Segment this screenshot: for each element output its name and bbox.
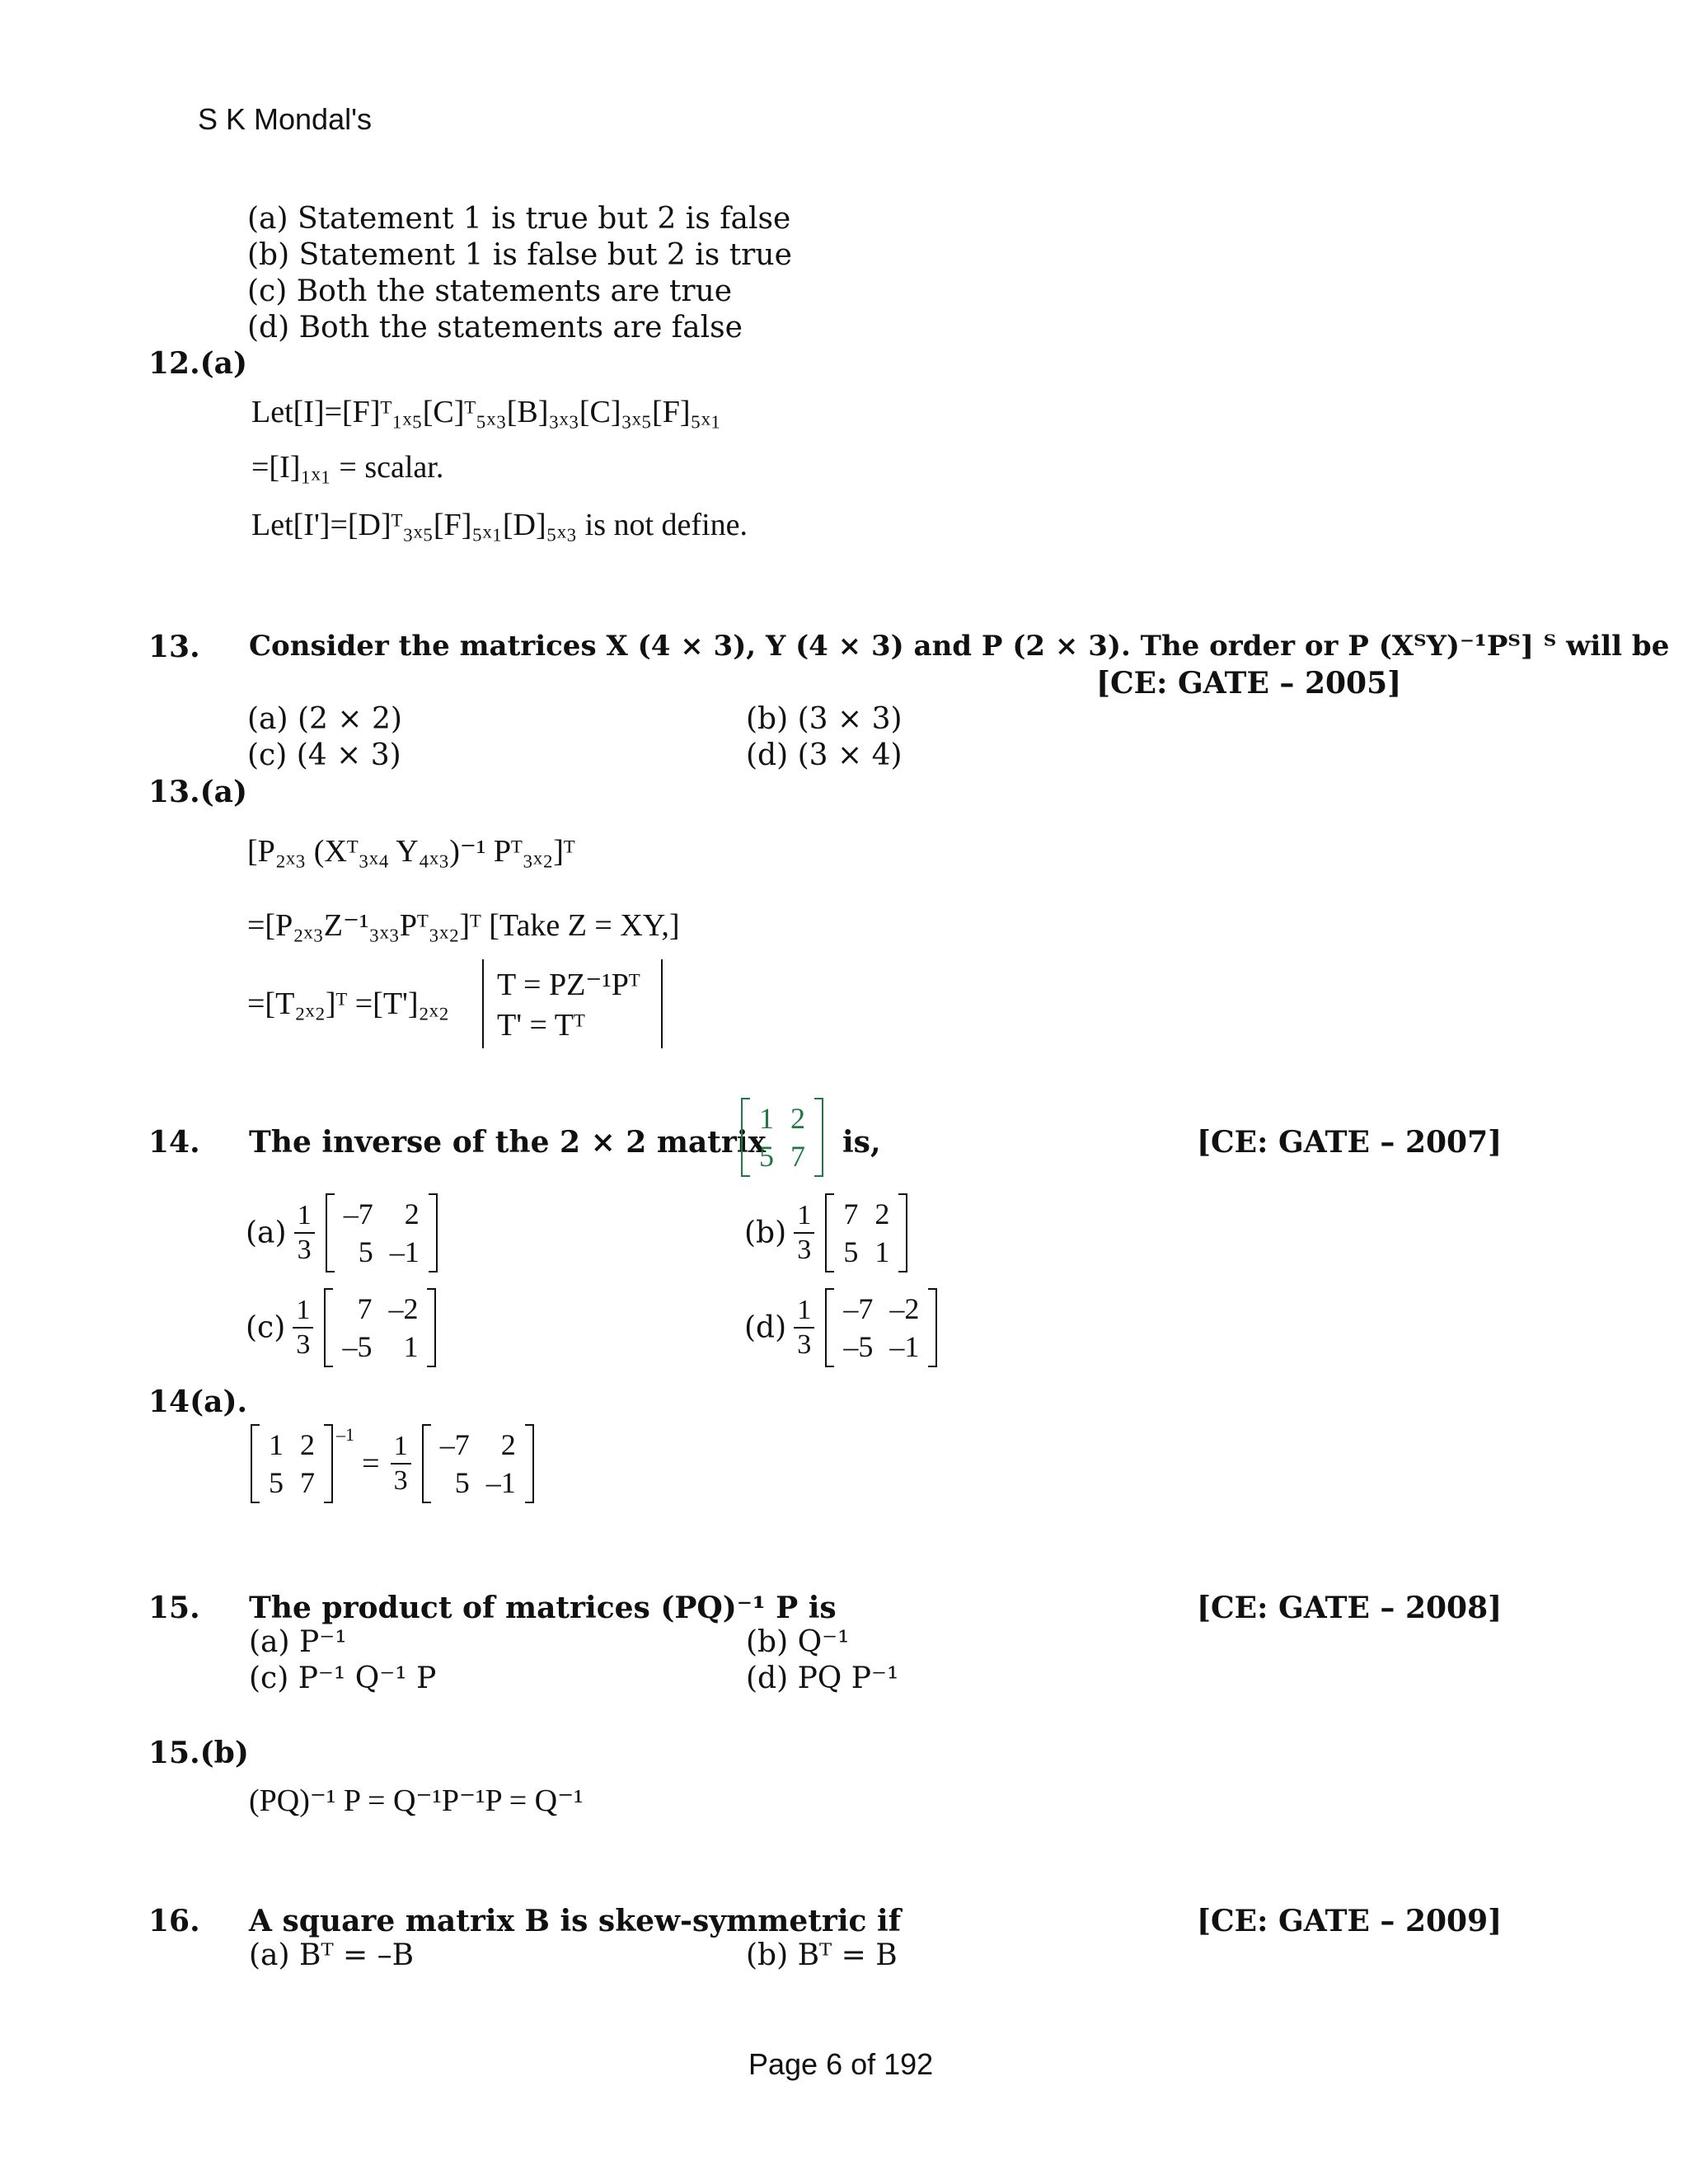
q14-number: 14. bbox=[148, 1125, 200, 1160]
q14-option-b[interactable]: (b) $\frac{1}{3}$ 7 2 5 1 bbox=[744, 1193, 911, 1272]
a12-line1: Let[I]=[F]ᵀ₁ₓ₅[C]ᵀ₅ₓ₃[B]₃ₓ₃[C]₃ₓ₅[F]₅ₓ₁ bbox=[251, 395, 721, 429]
a12-label: 12.(a) bbox=[148, 346, 248, 381]
a14-label: 14(a). bbox=[148, 1385, 248, 1419]
a14-equals: = bbox=[362, 1446, 380, 1481]
q14-matrix-cell: 5 bbox=[759, 1140, 774, 1173]
option-label: (a) bbox=[246, 1216, 287, 1250]
option-label: (d) bbox=[744, 1310, 787, 1345]
q11-options bbox=[247, 201, 792, 346]
q14-matrix bbox=[738, 1098, 827, 1177]
fraction: $\frac{1}{3}$ bbox=[293, 1294, 313, 1361]
a13-label: 13.(a) bbox=[148, 775, 248, 809]
q15-option-b[interactable]: (b) Q⁻¹ bbox=[746, 1625, 850, 1659]
q16-text: A square matrix B is skew-symmetric if bbox=[249, 1904, 902, 1938]
a15-label: 15.(b) bbox=[148, 1736, 249, 1770]
q14-text: The inverse of the 2 × 2 matrix bbox=[249, 1125, 767, 1160]
a15-line: (PQ)⁻¹ P = Q⁻¹P⁻¹P = Q⁻¹ bbox=[249, 1783, 584, 1818]
a13-line3b: T = PZ⁻¹Pᵀ bbox=[497, 968, 640, 1002]
q13-number: 13. bbox=[148, 630, 200, 664]
q14-option-a[interactable]: (a) $\frac{1}{3}$ –7 2 5 –1 bbox=[246, 1193, 441, 1272]
q11-option-a[interactable]: (a) Statement 1 is true but 2 is false bbox=[247, 202, 791, 236]
option-label: (b) bbox=[744, 1216, 787, 1250]
q14-source: [CE: GATE – 2007] bbox=[1197, 1125, 1503, 1160]
a14-exponent: –1 bbox=[336, 1424, 354, 1445]
fraction: $\frac{1}{3}$ bbox=[794, 1294, 814, 1361]
q11-option-d[interactable]: (d) Both the statements are false bbox=[247, 311, 743, 344]
a13-line2: =[P₂ₓ₃Z⁻¹₃ₓ₃Pᵀ₃ₓ₂]ᵀ [Take Z = XY,] bbox=[247, 908, 680, 943]
q11-option-c[interactable]: (c) Both the statements are true bbox=[247, 274, 733, 308]
a14-equation: 1 2 5 7 $^{-1}$ = $\frac{1}{3}$ –7 2 5 –1 bbox=[247, 1424, 537, 1503]
q11-option-b[interactable]: (b) Statement 1 is false but 2 is true bbox=[247, 238, 792, 272]
q15-source: [CE: GATE – 2008] bbox=[1197, 1591, 1503, 1625]
q16-number: 16. bbox=[148, 1904, 200, 1938]
header-author: S K Mondal's bbox=[198, 102, 372, 136]
q16-option-b[interactable]: (b) Bᵀ = B bbox=[746, 1938, 898, 1972]
q13-text: Consider the matrices X (4 × 3), Y (4 × 3) and P (2 × 3). The order or P (XᵀY)⁻¹Pᵀ] ᵀ will be bbox=[249, 630, 1670, 663]
q14-option-c[interactable]: (c) $\frac{1}{3}$ 7 –2 –5 1 bbox=[246, 1288, 439, 1367]
q13-source: [CE: GATE – 2005] bbox=[1096, 666, 1402, 701]
q14-suffix: is, bbox=[842, 1125, 881, 1160]
q15-number: 15. bbox=[148, 1591, 200, 1625]
q14-matrix-cell: 2 bbox=[790, 1102, 805, 1135]
q13-option-a[interactable]: (a) (2 × 2) bbox=[247, 702, 402, 736]
q15-option-d[interactable]: (d) PQ P⁻¹ bbox=[746, 1661, 899, 1695]
a13-line3a: =[T₂ₓ₂]ᵀ =[T']₂ₓ₂ bbox=[247, 987, 450, 1021]
page-number: Page 6 of 192 bbox=[748, 2047, 934, 2081]
q13-option-c[interactable]: (c) (4 × 3) bbox=[247, 738, 401, 772]
a13-bracket-block bbox=[482, 959, 663, 1048]
q15-option-a[interactable]: (a) P⁻¹ bbox=[249, 1625, 347, 1659]
fraction: $\frac{1}{3}$ bbox=[794, 1199, 814, 1267]
a13-line1: [P₂ₓ₃ (Xᵀ₃ₓ₄ Y₄ₓ₃)⁻¹ Pᵀ₃ₓ₂]ᵀ bbox=[247, 834, 575, 869]
option-label: (c) bbox=[246, 1310, 286, 1345]
q13-option-b[interactable]: (b) (3 × 3) bbox=[746, 702, 903, 736]
q15-option-c[interactable]: (c) P⁻¹ Q⁻¹ P bbox=[249, 1661, 437, 1695]
a12-line2: =[I]₁ₓ₁ = scalar. bbox=[251, 450, 444, 485]
q13-option-d[interactable]: (d) (3 × 4) bbox=[746, 738, 903, 772]
a13-line3c: T' = Tᵀ bbox=[497, 1008, 585, 1043]
q14-option-d[interactable]: (d) $\frac{1}{3}$ –7 –2 –5 –1 bbox=[744, 1288, 940, 1367]
q16-option-a[interactable]: (a) Bᵀ = –B bbox=[249, 1938, 415, 1972]
q16-source: [CE: GATE – 2009] bbox=[1197, 1904, 1503, 1938]
q15-text: The product of matrices (PQ)⁻¹ P is bbox=[249, 1591, 837, 1625]
a12-line3: Let[I']=[D]ᵀ₃ₓ₅[F]₅ₓ₁[D]₅ₓ₃ is not define. bbox=[251, 508, 748, 542]
q14-matrix-cell: 1 bbox=[759, 1102, 774, 1135]
fraction: $\frac{1}{3}$ bbox=[294, 1199, 315, 1267]
fraction: $\frac{1}{3}$ bbox=[391, 1430, 411, 1497]
q14-matrix-cell: 7 bbox=[790, 1140, 805, 1173]
